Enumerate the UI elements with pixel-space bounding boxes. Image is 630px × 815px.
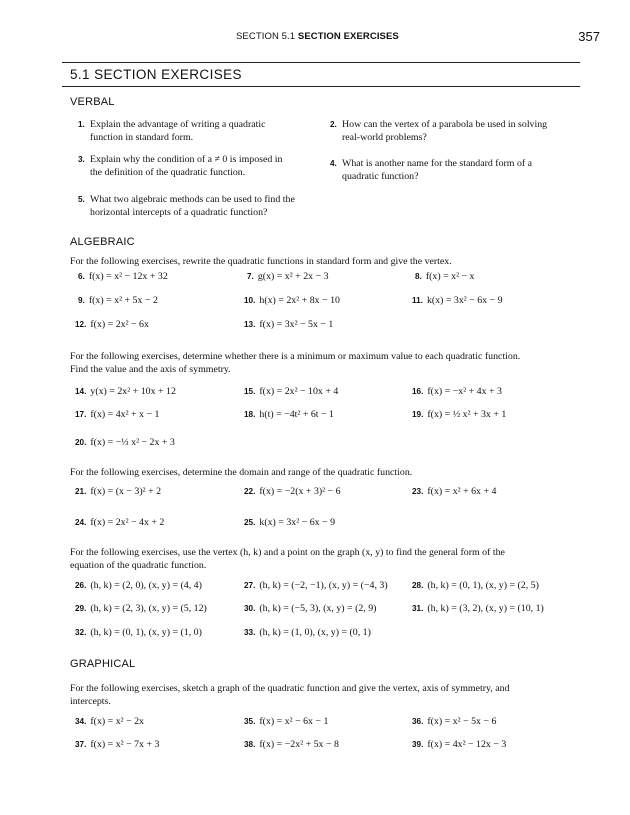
exercise-5 bbox=[78, 193, 330, 219]
exercise-number: 27. bbox=[244, 581, 256, 590]
exercise-28 bbox=[412, 579, 539, 592]
exercise-expression: f(x) = −2x² + 5x − 8 bbox=[259, 739, 339, 750]
exercise-expression: f(x) = x² − 5x − 6 bbox=[427, 716, 497, 727]
exercise-expression: (h, k) = (1, 0), (x, y) = (0, 1) bbox=[259, 627, 371, 638]
exercise-number: 1. bbox=[78, 120, 85, 129]
exercise-text-line: function in standard form. bbox=[90, 132, 194, 143]
exercise-22 bbox=[244, 485, 341, 498]
header-section-number: SECTION 5.1 bbox=[236, 31, 296, 42]
running-header bbox=[0, 31, 630, 45]
exercise-number: 6. bbox=[78, 272, 85, 281]
exercise-25 bbox=[244, 516, 335, 529]
algebraic-heading: ALGEBRAIC bbox=[70, 236, 135, 248]
exercise-11 bbox=[412, 294, 503, 307]
exercise-15 bbox=[244, 385, 338, 398]
exercise-text-line: Explain the advantage of writing a quadratic bbox=[90, 119, 266, 130]
exercise-23 bbox=[412, 485, 496, 498]
exercise-35 bbox=[244, 715, 328, 728]
exercise-text-line: How can the vertex of a parabola be used in solving bbox=[342, 119, 548, 130]
exercise-number: 25. bbox=[244, 518, 256, 527]
exercise-number: 30. bbox=[244, 604, 256, 613]
exercise-number: 7. bbox=[247, 272, 254, 281]
exercise-number: 38. bbox=[244, 740, 256, 749]
exercise-text-line: Explain why the condition of a ≠ 0 is imposed in bbox=[90, 154, 283, 165]
exercise-31 bbox=[412, 602, 544, 615]
exercise-number: 19. bbox=[412, 410, 424, 419]
exercise-number: 23. bbox=[412, 487, 424, 496]
exercise-expression: f(x) = x² + 5x − 2 bbox=[88, 295, 158, 306]
exercise-12 bbox=[75, 318, 149, 331]
exercise-number: 9. bbox=[78, 296, 85, 305]
exercise-number: 14. bbox=[75, 387, 87, 396]
exercise-expression: (h, k) = (3, 2), (x, y) = (10, 1) bbox=[427, 603, 544, 614]
exercise-expression: (h, k) = (0, 1), (x, y) = (2, 5) bbox=[427, 580, 539, 591]
exercise-number: 15. bbox=[244, 387, 256, 396]
exercise-number: 20. bbox=[75, 438, 87, 447]
exercise-27 bbox=[244, 579, 388, 592]
exercise-text-line: the definition of the quadratic function. bbox=[90, 167, 246, 178]
exercise-expression: (h, k) = (−5, 3), (x, y) = (2, 9) bbox=[259, 603, 377, 614]
instructions-graphical bbox=[70, 682, 580, 708]
exercise-number: 31. bbox=[412, 604, 424, 613]
exercise-expression: f(x) = x² − 2x bbox=[90, 716, 144, 727]
exercise-number: 21. bbox=[75, 487, 87, 496]
exercise-37 bbox=[75, 738, 159, 751]
instructions-line: equation of the quadratic function. bbox=[70, 560, 207, 571]
exercise-7 bbox=[247, 270, 329, 283]
exercise-expression: f(x) = x² − 7x + 3 bbox=[90, 739, 160, 750]
exercise-number: 10. bbox=[244, 296, 256, 305]
instructions-line: For the following exercises, use the vertex (h, k) and a point on the graph (x, y) to find the general form of the bbox=[70, 547, 505, 558]
exercise-39 bbox=[412, 738, 506, 751]
exercise-14 bbox=[75, 385, 176, 398]
exercise-expression: f(x) = −2(x + 3)² − 6 bbox=[259, 486, 341, 497]
exercise-number: 13. bbox=[244, 320, 256, 329]
exercise-expression: f(x) = ½ x² + 3x + 1 bbox=[427, 409, 507, 420]
verbal-heading: VERBAL bbox=[70, 96, 115, 108]
exercise-number: 18. bbox=[244, 410, 256, 419]
exercise-17 bbox=[75, 408, 159, 421]
exercise-38 bbox=[244, 738, 339, 751]
exercise-expression: f(x) = −x² + 4x + 3 bbox=[427, 386, 502, 397]
exercise-number: 24. bbox=[75, 518, 87, 527]
exercise-expression: f(x) = (x − 3)² + 2 bbox=[90, 486, 162, 497]
exercise-expression: h(t) = −4t² + 6t − 1 bbox=[259, 409, 334, 420]
exercise-21 bbox=[75, 485, 161, 498]
exercise-expression: f(x) = 2x² − 10x + 4 bbox=[259, 386, 339, 397]
exercise-expression: f(x) = x² + 6x + 4 bbox=[427, 486, 497, 497]
exercise-number: 11. bbox=[412, 296, 423, 305]
exercise-number: 28. bbox=[412, 581, 424, 590]
exercise-expression: f(x) = 2x² − 4x + 2 bbox=[90, 517, 165, 528]
instructions-domain-range: For the following exercises, determine the domain and range of the quadratic function. bbox=[70, 467, 413, 478]
instructions-standard-form: For the following exercises, rewrite the quadratic functions in standard form and give the vertex. bbox=[70, 256, 452, 267]
graphical-heading: GRAPHICAL bbox=[70, 658, 136, 670]
exercise-2 bbox=[330, 118, 582, 144]
exercise-19 bbox=[412, 408, 506, 421]
exercise-expression: f(x) = 4x² − 12x − 3 bbox=[427, 739, 507, 750]
exercise-3 bbox=[78, 153, 320, 179]
exercise-number: 16. bbox=[412, 387, 424, 396]
exercise-13 bbox=[244, 318, 333, 331]
exercise-text-line: What two algebraic methods can be used to find the bbox=[90, 194, 295, 205]
exercise-text-line: real-world problems? bbox=[342, 132, 427, 143]
exercise-number: 12. bbox=[75, 320, 87, 329]
exercise-expression: f(x) = −⅓ x² − 2x + 3 bbox=[90, 437, 175, 448]
instructions-line: For the following exercises, determine whether there is a minimum or maximum value to each quadratic function. bbox=[70, 351, 521, 362]
exercise-20 bbox=[75, 436, 175, 449]
exercise-number: 34. bbox=[75, 717, 87, 726]
exercise-number: 22. bbox=[244, 487, 256, 496]
exercise-expression: (h, k) = (0, 1), (x, y) = (1, 0) bbox=[90, 627, 202, 638]
title-rule-bottom bbox=[62, 86, 580, 87]
exercise-number: 37. bbox=[75, 740, 87, 749]
exercise-8 bbox=[415, 270, 475, 283]
exercise-number: 5. bbox=[78, 195, 85, 204]
exercise-24 bbox=[75, 516, 164, 529]
exercise-expression: (h, k) = (2, 3), (x, y) = (5, 12) bbox=[90, 603, 207, 614]
exercise-33 bbox=[244, 626, 371, 639]
exercise-text-line: quadratic function? bbox=[342, 171, 419, 182]
exercise-expression: (h, k) = (2, 0), (x, y) = (4, 4) bbox=[90, 580, 202, 591]
exercise-number: 29. bbox=[75, 604, 87, 613]
exercise-text-line: horizontal intercepts of a quadratic function? bbox=[90, 207, 268, 218]
exercise-number: 35. bbox=[244, 717, 256, 726]
instructions-line: For the following exercises, sketch a graph of the quadratic function and give the vertex, axis of symmetry, and bbox=[70, 683, 510, 694]
exercise-34 bbox=[75, 715, 144, 728]
header-section-label bbox=[236, 31, 399, 42]
header-section-title: SECTION EXERCISES bbox=[297, 31, 399, 42]
exercise-1 bbox=[78, 118, 320, 144]
exercise-number: 2. bbox=[330, 120, 337, 129]
instructions-min-max bbox=[70, 350, 580, 376]
exercise-expression: g(x) = x² + 2x − 3 bbox=[257, 271, 329, 282]
exercise-expression: k(x) = 3x² − 6x − 9 bbox=[426, 295, 503, 306]
exercise-10 bbox=[244, 294, 340, 307]
exercise-expression: f(x) = 3x² − 5x − 1 bbox=[259, 319, 334, 330]
title-rule-top bbox=[62, 62, 580, 63]
exercise-number: 33. bbox=[244, 628, 256, 637]
exercise-expression: f(x) = x² − 6x − 1 bbox=[259, 716, 329, 727]
exercise-30 bbox=[244, 602, 376, 615]
exercise-expression: y(x) = 2x² + 10x + 12 bbox=[90, 386, 176, 397]
instructions-line: intercepts. bbox=[70, 696, 111, 707]
exercise-text-line: What is another name for the standard form of a bbox=[342, 158, 533, 169]
exercise-4 bbox=[330, 157, 582, 183]
exercise-36 bbox=[412, 715, 496, 728]
exercise-26 bbox=[75, 579, 202, 592]
exercise-number: 3. bbox=[78, 155, 85, 164]
exercise-number: 36. bbox=[412, 717, 424, 726]
page-number: 357 bbox=[578, 29, 600, 44]
exercise-expression: f(x) = 4x² + x − 1 bbox=[90, 409, 160, 420]
exercise-number: 26. bbox=[75, 581, 87, 590]
exercise-expression: f(x) = 2x² − 6x bbox=[90, 319, 149, 330]
exercise-expression: k(x) = 3x² − 6x − 9 bbox=[259, 517, 336, 528]
exercise-expression: f(x) = x² − x bbox=[425, 271, 475, 282]
exercise-6 bbox=[78, 270, 168, 283]
exercise-expression: (h, k) = (−2, −1), (x, y) = (−4, 3) bbox=[259, 580, 388, 591]
exercise-9 bbox=[78, 294, 158, 307]
exercise-number: 4. bbox=[330, 159, 337, 168]
exercise-number: 8. bbox=[415, 272, 422, 281]
exercise-number: 17. bbox=[75, 410, 87, 419]
exercise-number: 32. bbox=[75, 628, 87, 637]
exercise-29 bbox=[75, 602, 207, 615]
exercise-expression: h(x) = 2x² + 8x − 10 bbox=[259, 295, 340, 306]
exercise-expression: f(x) = x² − 12x + 32 bbox=[88, 271, 168, 282]
section-title: 5.1 SECTION EXERCISES bbox=[70, 67, 242, 82]
exercise-number: 39. bbox=[412, 740, 424, 749]
instructions-line: Find the value and the axis of symmetry. bbox=[70, 364, 231, 375]
exercise-32 bbox=[75, 626, 202, 639]
exercise-16 bbox=[412, 385, 502, 398]
exercise-18 bbox=[244, 408, 334, 421]
instructions-vertex-point bbox=[70, 546, 580, 572]
